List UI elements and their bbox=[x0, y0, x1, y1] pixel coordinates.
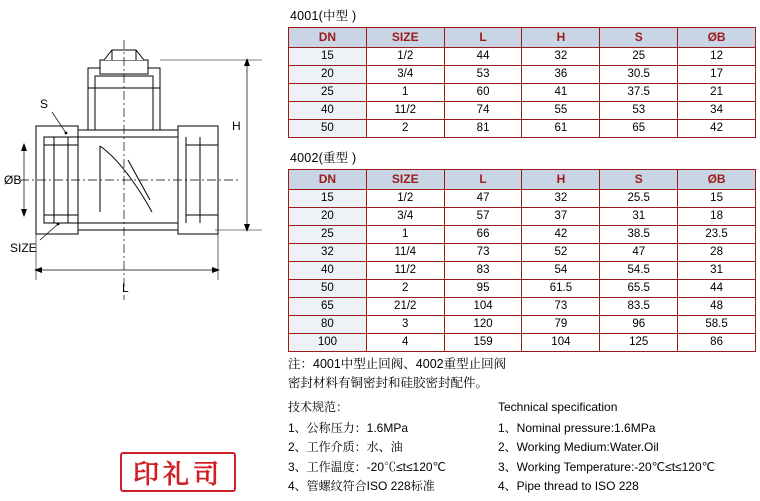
cell-s: 65.5 bbox=[600, 280, 678, 298]
cell-l: 95 bbox=[444, 280, 522, 298]
spec-item-row bbox=[288, 419, 758, 439]
technical-specification-block bbox=[288, 398, 758, 497]
cell-s: 125 bbox=[600, 334, 678, 352]
cell-h: 55 bbox=[522, 102, 600, 120]
cell-l: 60 bbox=[444, 84, 522, 102]
cell-dn: 32 bbox=[289, 244, 367, 262]
cell-s: 25.5 bbox=[600, 190, 678, 208]
label-phi-b: ØB bbox=[4, 173, 22, 187]
label-size: SIZE bbox=[10, 241, 37, 255]
cell-l: 53 bbox=[444, 66, 522, 84]
cell-h: 42 bbox=[522, 226, 600, 244]
cell-s: 31 bbox=[600, 208, 678, 226]
cell-dn: 50 bbox=[289, 280, 367, 298]
spec-item-row bbox=[288, 458, 758, 478]
cell-l: 57 bbox=[444, 208, 522, 226]
col-s: S bbox=[600, 170, 678, 190]
col-s: S bbox=[600, 28, 678, 48]
cell-h: 32 bbox=[522, 190, 600, 208]
table-row bbox=[289, 190, 756, 208]
col-h: H bbox=[522, 28, 600, 48]
table-row bbox=[289, 102, 756, 120]
cell-h: 79 bbox=[522, 316, 600, 334]
cell-phi-b: 21 bbox=[678, 84, 756, 102]
cell-s: 47 bbox=[600, 244, 678, 262]
col-l: L bbox=[444, 28, 522, 48]
cell-phi-b: 48 bbox=[678, 298, 756, 316]
cell-l: 104 bbox=[444, 298, 522, 316]
table-row bbox=[289, 334, 756, 352]
cell-l: 47 bbox=[444, 190, 522, 208]
table-title-4001: 4001(中型 ) bbox=[290, 9, 357, 23]
cell-phi-b: 44 bbox=[678, 280, 756, 298]
cell-dn: 20 bbox=[289, 208, 367, 226]
col-size: SIZE bbox=[366, 170, 444, 190]
table-4001 bbox=[288, 27, 756, 138]
table-row bbox=[289, 298, 756, 316]
table-gap bbox=[288, 138, 756, 148]
cell-s: 25 bbox=[600, 48, 678, 66]
cell-l: 44 bbox=[444, 48, 522, 66]
cell-phi-b: 28 bbox=[678, 244, 756, 262]
table-row bbox=[289, 208, 756, 226]
cell-size: 2 bbox=[366, 120, 444, 138]
spec-item-en-4: 4、Pipe thread to ISO 228 bbox=[498, 479, 639, 493]
label-l: L bbox=[122, 281, 129, 295]
col-h: H bbox=[522, 170, 600, 190]
valve-technical-drawing bbox=[0, 0, 285, 330]
col-dn: DN bbox=[289, 28, 367, 48]
cell-s: 53 bbox=[600, 102, 678, 120]
cell-dn: 15 bbox=[289, 190, 367, 208]
table-row bbox=[289, 262, 756, 280]
cell-phi-b: 86 bbox=[678, 334, 756, 352]
cell-h: 41 bbox=[522, 84, 600, 102]
cell-s: 96 bbox=[600, 316, 678, 334]
table-header-row bbox=[289, 170, 756, 190]
cell-size: 1/2 bbox=[366, 48, 444, 66]
table-row bbox=[289, 226, 756, 244]
label-h: H bbox=[232, 119, 241, 133]
table-row bbox=[289, 244, 756, 262]
spec-item-en-1: 1、Nominal pressure:1.6MPa bbox=[498, 420, 656, 435]
table-row bbox=[289, 316, 756, 334]
cell-dn: 40 bbox=[289, 262, 367, 280]
cell-size: 3/4 bbox=[366, 208, 444, 226]
cell-h: 73 bbox=[522, 298, 600, 316]
cell-l: 66 bbox=[444, 226, 522, 244]
cell-s: 38.5 bbox=[600, 226, 678, 244]
table-row bbox=[289, 120, 756, 138]
cell-dn: 25 bbox=[289, 84, 367, 102]
cell-h: 32 bbox=[522, 48, 600, 66]
cell-l: 73 bbox=[444, 244, 522, 262]
company-logo-stamp bbox=[120, 452, 240, 494]
cell-l: 74 bbox=[444, 102, 522, 120]
cell-phi-b: 34 bbox=[678, 102, 756, 120]
cell-phi-b: 15 bbox=[678, 190, 756, 208]
cell-size: 3 bbox=[366, 316, 444, 334]
table-4002 bbox=[288, 169, 756, 352]
cell-size: 11/2 bbox=[366, 262, 444, 280]
spec-item-row bbox=[288, 438, 758, 458]
cell-size: 4 bbox=[366, 334, 444, 352]
cell-dn: 25 bbox=[289, 226, 367, 244]
cell-s: 65 bbox=[600, 120, 678, 138]
cell-h: 104 bbox=[522, 334, 600, 352]
col-l: L bbox=[444, 170, 522, 190]
cell-s: 37.5 bbox=[600, 84, 678, 102]
notes-block bbox=[288, 355, 758, 393]
cell-phi-b: 58.5 bbox=[678, 316, 756, 334]
cell-dn: 80 bbox=[289, 316, 367, 334]
cell-size: 1/2 bbox=[366, 190, 444, 208]
cell-phi-b: 23.5 bbox=[678, 226, 756, 244]
table-title-4002: 4002(重型 ) bbox=[290, 151, 357, 165]
spec-item-cn-4: 4、管螺纹符合ISO 228标准 bbox=[288, 479, 435, 493]
cell-phi-b: 12 bbox=[678, 48, 756, 66]
cell-dn: 20 bbox=[289, 66, 367, 84]
table-row bbox=[289, 66, 756, 84]
spec-item-cn-3: 3、工作温度：-20℃≤t≤120℃ bbox=[288, 459, 447, 474]
spec-item-en-2: 2、Working Medium:Water.Oil bbox=[498, 440, 659, 454]
cell-l: 159 bbox=[444, 334, 522, 352]
cell-s: 30.5 bbox=[600, 66, 678, 84]
cell-dn: 65 bbox=[289, 298, 367, 316]
cell-phi-b: 17 bbox=[678, 66, 756, 84]
label-s: S bbox=[40, 97, 49, 111]
cell-dn: 100 bbox=[289, 334, 367, 352]
cell-size: 21/2 bbox=[366, 298, 444, 316]
cell-size: 11/2 bbox=[366, 102, 444, 120]
logo-text: 印礼司 bbox=[120, 452, 236, 492]
spec-item-row bbox=[288, 477, 758, 497]
cell-l: 120 bbox=[444, 316, 522, 334]
cell-size: 1 bbox=[366, 226, 444, 244]
spec-heading-row bbox=[288, 398, 758, 419]
cell-s: 54.5 bbox=[600, 262, 678, 280]
cell-dn: 40 bbox=[289, 102, 367, 120]
cell-h: 37 bbox=[522, 208, 600, 226]
cell-phi-b: 31 bbox=[678, 262, 756, 280]
table-header-row bbox=[289, 28, 756, 48]
cell-dn: 15 bbox=[289, 48, 367, 66]
cell-h: 36 bbox=[522, 66, 600, 84]
spec-heading-en: Technical specification bbox=[498, 400, 618, 414]
note-line-2: 密封材料有铜密封和硅胶密封配件。 bbox=[288, 376, 489, 390]
valve-drawing-svg bbox=[0, 0, 285, 330]
cell-dn: 50 bbox=[289, 120, 367, 138]
cell-h: 54 bbox=[522, 262, 600, 280]
cell-l: 83 bbox=[444, 262, 522, 280]
table-row bbox=[289, 84, 756, 102]
cell-phi-b: 42 bbox=[678, 120, 756, 138]
col-dn: DN bbox=[289, 170, 367, 190]
spec-item-en-3: 3、Working Temperature:-20℃≤t≤120℃ bbox=[498, 459, 716, 474]
cell-l: 81 bbox=[444, 120, 522, 138]
col-phi-b: ØB bbox=[678, 170, 756, 190]
dimension-tables bbox=[288, 6, 756, 352]
cell-size: 1 bbox=[366, 84, 444, 102]
table-row bbox=[289, 48, 756, 66]
cell-h: 61 bbox=[522, 120, 600, 138]
cell-size: 11/4 bbox=[366, 244, 444, 262]
cell-h: 52 bbox=[522, 244, 600, 262]
col-phi-b: ØB bbox=[678, 28, 756, 48]
cell-s: 83.5 bbox=[600, 298, 678, 316]
cell-size: 2 bbox=[366, 280, 444, 298]
col-size: SIZE bbox=[366, 28, 444, 48]
spec-item-cn-1: 1、公称压力：1.6MPa bbox=[288, 420, 409, 435]
cell-h: 61.5 bbox=[522, 280, 600, 298]
cell-phi-b: 18 bbox=[678, 208, 756, 226]
note-line-1: 注：4001中型止回阀、4002重型止回阀 bbox=[288, 357, 507, 371]
table-row bbox=[289, 280, 756, 298]
spec-item-cn-2: 2、工作介质：水、油 bbox=[288, 440, 403, 454]
spec-heading-cn: 技术规范： bbox=[288, 400, 349, 414]
cell-size: 3/4 bbox=[366, 66, 444, 84]
